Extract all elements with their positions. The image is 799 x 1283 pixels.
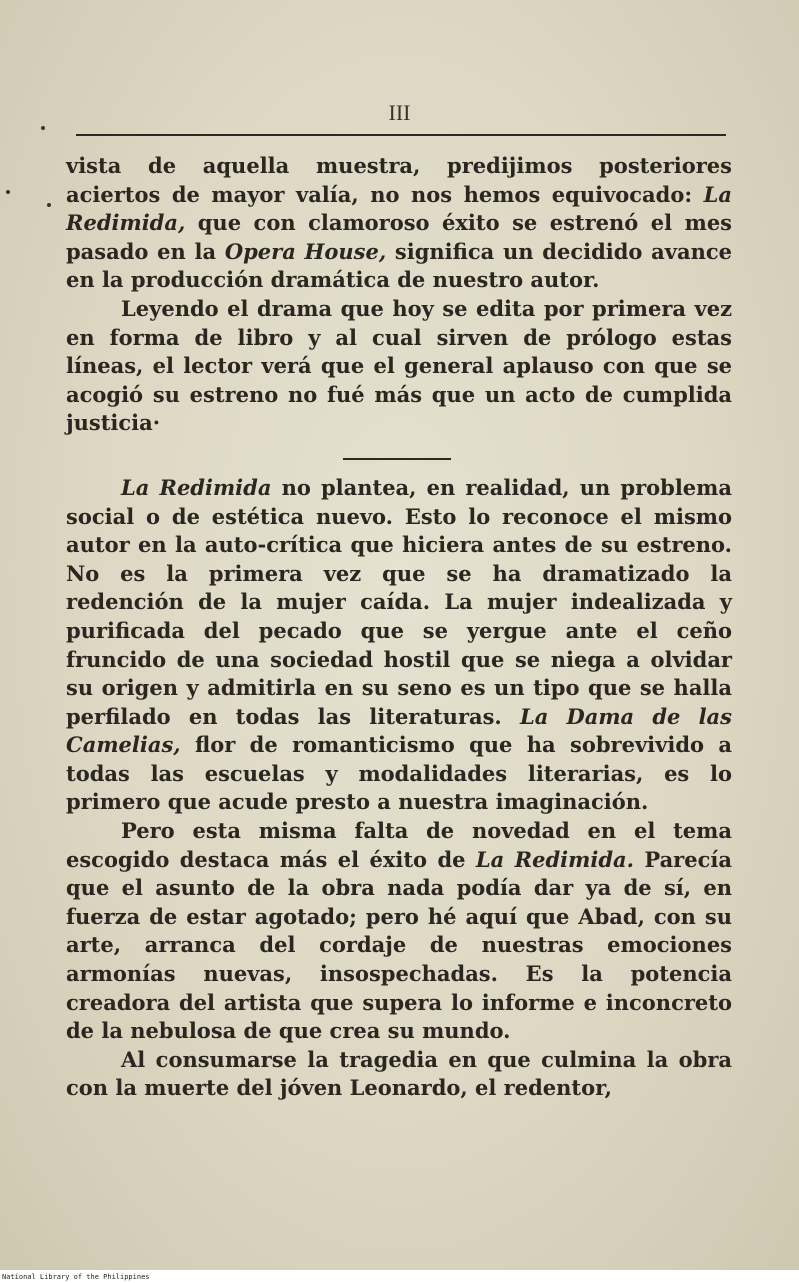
italic-title: Opera House, bbox=[224, 238, 387, 264]
body-text bbox=[66, 152, 732, 1103]
italic-title: La Dama de las Camelias, bbox=[66, 703, 732, 758]
speck-mark bbox=[41, 126, 45, 130]
paragraph bbox=[66, 152, 732, 295]
paragraph bbox=[66, 295, 732, 438]
text-run: Leyendo el drama que hoy se edita por primera vez en forma de libro y al cual sirven de prólogo estas líneas, el lector verá que el general aplauso con que se acogió su estreno no fué más que un acto de cumplida justicia· bbox=[66, 295, 732, 436]
italic-title: La Redimida. bbox=[475, 846, 634, 872]
text-run: significa un decidido avance en la producción dramática de nuestro autor. bbox=[66, 238, 732, 293]
text-run: flor de romanticismo que ha sobrevivido a todas las escuelas y modalidades literarias, es lo primero que acude presto a nuestra imaginación. bbox=[66, 732, 732, 815]
footer-credit: National Library of the Philippines bbox=[2, 1273, 150, 1281]
paragraph bbox=[66, 817, 732, 1046]
text-run: vista de aquella muestra, predijimos posteriores aciertos de mayor valía, no nos hemos equivocado: bbox=[66, 153, 732, 207]
text-run: que con clamoroso éxito se estrenó el mes pasado en la bbox=[66, 210, 732, 264]
speck-mark bbox=[47, 203, 51, 207]
header-rule bbox=[76, 134, 726, 136]
page-number: III bbox=[388, 100, 411, 125]
speck-mark bbox=[6, 190, 10, 194]
text-run: no plantea, en realidad, un problema social o de estética nuevo. Esto lo reconoce el mismo autor en la auto-crítica que hiciera antes de su estreno. No es la primera vez que se ha dramatizado la redención de la mujer caída. La mujer indealizada y purificada del pecado que se yergue ante el ceño fruncido de una sociedad hostil que se niega a olvidar su origen y admitirla en su seno es un tipo que se halla perfilado en todas las literaturas. bbox=[66, 474, 732, 729]
paragraph bbox=[66, 1046, 732, 1103]
text-run: Parecía que el asunto de la obra nada podía dar ya de sí, en fuerza de estar agotado; pero hé aquí que Abad, con su arte, arranca del cordaje de nuestras emociones armonías nuevas, insospechadas. Es la potencia creadora del artista que supera lo informe e inconcreto de la nebulosa de que crea su mundo. bbox=[66, 846, 732, 1044]
section-divider bbox=[343, 458, 451, 460]
italic-title: La Redimida bbox=[121, 474, 272, 500]
italic-title: La Redimida, bbox=[66, 181, 732, 236]
paragraph bbox=[66, 474, 732, 817]
text-run: Al consumarse la tragedia en que culmina la obra con la muerte del jóven Leonardo, el redentor, bbox=[66, 1046, 732, 1101]
text-run: Pero esta misma falta de novedad en el tema escogido destaca más el éxito de bbox=[66, 818, 732, 872]
